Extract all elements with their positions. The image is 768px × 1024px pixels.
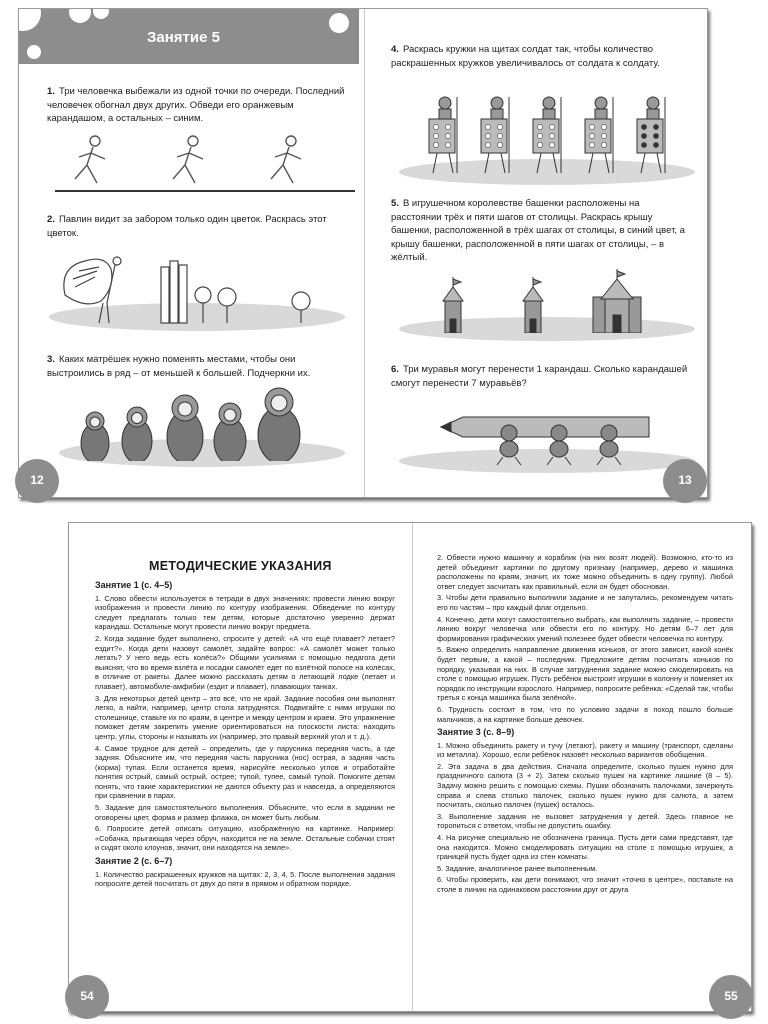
note-paragraph: 3. Чтобы дети правильно выполнили задание и не запутались, рекомендуем читать его по частям – про каждый флаг отдельно. — [437, 593, 733, 612]
section-heading: Занятие 2 (с. 6–7) — [95, 856, 173, 867]
page-number: 12 — [30, 473, 44, 487]
task-number: 2. — [47, 214, 55, 225]
section-heading: Занятие 3 (с. 8–9) — [437, 727, 515, 738]
note-paragraph: 5. Важно определить направление движения коньков, от этого зависит, какой конёк будет первым, а какой – последним. Предложите детям посчитать коньков по порядку, указывая на них. В случае затруднения задание можно смоделировать на столе с помощью игрушек. Пусть ребёнок выстроит игрушки в колонну и поменяет их порядок по инструкции взрослого. Например, попросите ребёнка: «Сделай так, чтобы третья с конца машинка была зелёной». — [437, 645, 733, 703]
task-1 — [47, 85, 347, 126]
task-text: Раскрась кружки на щитах солдат так, чтобы количество раскрашенных кружков увеличивалось от солдата к солдату. — [391, 44, 660, 69]
matryoshka-dolls-illustration — [79, 385, 319, 461]
page-number-badge — [709, 975, 753, 1019]
note-paragraph: 3. Выполнение задания не вызовет затруднения у детей. Здесь главное не торопиться с ответом, чтобы не допустить ошибку. — [437, 811, 733, 831]
task-5 — [391, 197, 691, 265]
page-spine — [412, 523, 413, 1011]
note-paragraph: 2. Когда задание будет выполнено, спросите у детей: «А что ещё плавает? летает? ездит?». Когда дети назовут самолёт, задайте вопрос: «А самолёт может только летать? У него ведь есть колёса?» Общими усилиями с помощью педагога дети выяснят, что во время взлёта и посадки самолёт едет по взлётной полосе на колёсах, в отличие от ракеты. Далее можно рассказать детям о летающей лодке (летает и плавает), автомобиле-амфибии (ездит и плавает), плавающих танках. — [95, 633, 395, 691]
task-text: В игрушечном королевстве башенки расположены на расстоянии трёх и пяти шагов от столицы. Раскрась крышу башенки, расположенной в трёх шагах от столицы, в синий цвет, а крышу башенки, расположенной в пяти шагах от столицы, – в жёлтый. — [391, 198, 685, 263]
task-number: 5. — [391, 198, 399, 209]
page-number-badge — [15, 459, 59, 503]
page-number: 54 — [80, 989, 94, 1003]
page-spine — [364, 9, 365, 497]
page-number-badge — [663, 459, 707, 503]
peacock-fence-illustration — [55, 247, 345, 327]
note-paragraph: 4. Самое трудное для детей – определить, где у парусника передняя часть, а где задняя. Объясните им, что передняя часть парусника (нос) острая, а задняя часть (корма) тупая. Если останется время, нарисуйте несколько углов и отработайте понятия острый, самый острый, острее; тупой, тупее, самый тупой. Помогите детям понять, что такие характеристики не даются объекту раз и навсегда, а определяются при сравнении в парах. — [95, 743, 395, 801]
task-number: 6. — [391, 364, 399, 375]
page-number: 55 — [724, 989, 738, 1003]
section-heading: Занятие 1 (с. 4–5) — [95, 580, 173, 590]
decor-dot — [19, 9, 41, 31]
soldiers-shields-illustration — [419, 93, 679, 179]
task-text: Каких матрёшек нужно поменять местами, чтобы они выстроились в ряд – от меньшей к большей. Подчеркни их. — [47, 354, 311, 379]
note-paragraph: 6. Попросите детей описать ситуацию, изображённую на картинке. Например: «Собачка, прыгающая через обруч, находится не на земле. Остальные собачки стоят и сидят около клоунов, значит, они находятся на земле». — [95, 824, 395, 853]
note-paragraph: 5. Задание для самостоятельного выполнения. Объясните, что если в задании не оговорены цвет, форма и размер флажка, он может быть любым. — [95, 803, 395, 822]
ants-pencil-illustration — [439, 407, 659, 467]
decor-dot — [27, 45, 41, 59]
task-number: 3. — [47, 354, 55, 365]
towers-illustration — [419, 269, 679, 333]
task-2 — [47, 213, 347, 240]
page-number-badge — [65, 975, 109, 1019]
note-paragraph: 5. Задание, аналогичное ранее выполненным. — [437, 863, 598, 873]
running-men-illustration — [55, 129, 355, 195]
methodical-notes-spread — [68, 522, 752, 1012]
decor-dot — [69, 9, 91, 23]
task-text: Павлин видит за забором только один цветок. Раскрась этот цветок. — [47, 214, 327, 239]
note-paragraph: 1. Можно объединить ракету и тучу (летают), ракету и машину (транспорт, сделаны из металла). Хорошо, если ребёнок назовёт несколько вариантов обобщения. — [437, 740, 733, 760]
note-paragraph: 1. Слово обвести используется в тетради в двух значениях: провести линию вокруг изображения и провести линию по контуру изображения. Обведение по контуру следует предлагать только тем детям, которые достаточно уверенно держат карандаш. Остальные могут провести линию вокруг предмета. — [95, 593, 395, 632]
task-number: 4. — [391, 44, 399, 55]
note-paragraph: 1. Количество раскрашенных кружков на щитах: 2, 3, 4, 5. После выполнения задания попросите детей посчитать от двух до пяти в прямом и обратном порядке. — [95, 869, 395, 889]
decor-dot — [329, 13, 349, 33]
note-paragraph: 4. Конечно, дети могут самостоятельно выбрать, как выполнить задание, – провести линию вокруг человечка или обвести его по контуру. Но детям 6–7 лет для формирования графических умений полезнее будет обвести человечка по контуру. — [437, 614, 733, 643]
task-text: Три муравья могут перенести 1 карандаш. Сколько карандашей смогут перенести 7 муравьёв? — [391, 364, 688, 389]
note-paragraph: 4. На рисунке специально не обозначена граница. Пусть дети сами представят, где она находится. Можно смоделировать ситуацию на столе с помощью игрушек, а границей пусть будет одна из стен комнаты. — [437, 833, 733, 862]
lesson-title: Занятие 5 — [147, 29, 220, 46]
task-3 — [47, 353, 347, 380]
decor-dot — [93, 9, 109, 19]
task-text: Три человечка выбежали из одной точки по очереди. Последний человечек обогнал двух других. Обведи его оранжевым карандашом, а остальных – синим. — [47, 86, 345, 124]
notes-title: МЕТОДИЧЕСКИЕ УКАЗАНИЯ — [149, 559, 332, 573]
task-number: 1. — [47, 86, 55, 97]
workbook-spread — [18, 8, 708, 498]
notes-right-column — [437, 553, 733, 897]
note-paragraph: 2. Эта задача в два действия. Сначала определите, сколько пушек нужно для праздничного салюта (3 + 2). Затем сколько пушек на картинке лишние (8 – 5). Задачу можно решить с помощью схемы. Пушки обозначить палочками, зачеркнуть справа и слева столько палочек, сколько пушек нужно для салюта, а затем посчитать, сколько палочек (пушек) осталось. — [437, 761, 733, 810]
task-6 — [391, 363, 691, 390]
note-paragraph: 6. Чтобы проверить, как дети понимают, что значит «точно в центре», поставьте на столе в линию на одинаковом расстоянии друг от друга — [437, 875, 733, 894]
note-paragraph: 2. Обвести нужно машинку и кораблик (на них возят людей). Возможно, кто-то из детей объединит картинки по другому признаку (например, дерево и машинка расположены по краям, значит, их тоже можно объединить в одну группу). Любой ответ следует засчитать как правильный, если он будет обоснован. — [437, 553, 733, 591]
note-paragraph: 3. Для некоторых детей центр – это всё, что не край. Задание пособия они выполнят легко, а найти, например, центр стола затруднятся. Подвигайте с ними игрушки по столешнице, ставьте их по краям, в центре и между центром и краем. Это упражнение поможет детям закрепить умение ориентироваться на плоскости листа: находить центр, углы, стороны и называть их (например, это правый верхний угол и т. д.). — [95, 693, 395, 741]
page-number: 13 — [678, 473, 692, 487]
lesson-header — [19, 9, 359, 64]
note-paragraph: 6. Трудность состоит в том, что по условию задачи в поход пошло больше мальчиков, а на картинке больше девочек. — [437, 704, 733, 724]
notes-left-column — [95, 577, 395, 891]
task-4 — [391, 43, 691, 70]
